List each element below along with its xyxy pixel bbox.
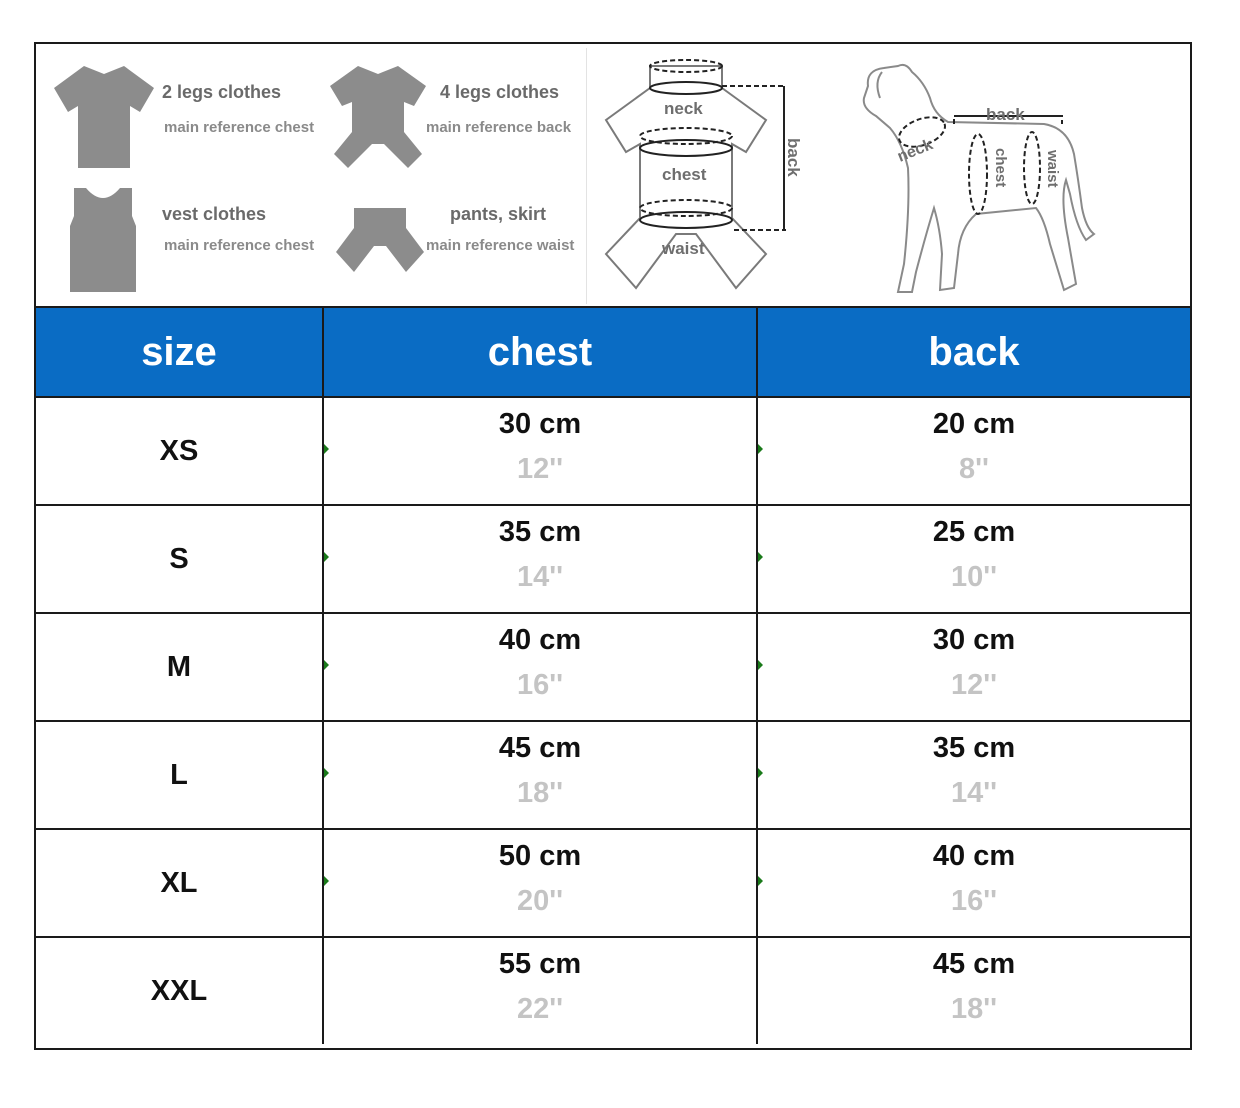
chest-cell xyxy=(323,829,757,937)
chest-cell xyxy=(323,937,757,1044)
chest-inch: 20'' xyxy=(516,885,564,917)
chest-inch: 18'' xyxy=(516,777,564,809)
chest-cell xyxy=(323,505,757,613)
size-cell: M xyxy=(36,613,323,721)
chest-cm: 35 cm xyxy=(498,516,582,548)
chest-inch: 14'' xyxy=(516,561,564,593)
chest-inch: 16'' xyxy=(516,669,564,701)
back-cm: 30 cm xyxy=(932,624,1016,656)
chest-cell xyxy=(323,397,757,505)
dog-back-label: back xyxy=(986,105,1025,124)
ref-title-4-legs: 4 legs clothes xyxy=(440,82,560,102)
garment-neck-label: neck xyxy=(664,99,703,118)
back-cm: 35 cm xyxy=(932,732,1016,764)
table-row xyxy=(36,721,1190,829)
back-cm: 45 cm xyxy=(932,948,1016,980)
ref-sub-pants: main reference waist xyxy=(426,237,575,254)
size-cell: XL xyxy=(36,829,323,937)
reference-banner xyxy=(36,44,1190,308)
table-row xyxy=(36,937,1190,1044)
dog-waist-label: waist xyxy=(1044,150,1061,188)
ref-sub-vest: main reference chest xyxy=(164,237,315,254)
ref-sub-4-legs: main reference back xyxy=(426,119,572,136)
back-inch: 16'' xyxy=(950,885,998,917)
header-chest: chest xyxy=(323,308,757,397)
back-cell xyxy=(757,397,1190,505)
dog-measure-diagram xyxy=(854,58,1104,296)
size-cell: L xyxy=(36,721,323,829)
chest-cell xyxy=(323,721,757,829)
back-cell xyxy=(757,721,1190,829)
chest-cm: 55 cm xyxy=(498,948,582,980)
table-row xyxy=(36,829,1190,937)
vest-icon xyxy=(68,186,138,294)
back-cm: 25 cm xyxy=(932,516,1016,548)
back-inch: 8'' xyxy=(959,453,989,485)
banner-divider xyxy=(586,48,587,304)
ref-title-pants: pants, skirt xyxy=(450,204,547,224)
pants-icon xyxy=(334,206,426,274)
back-inch: 14'' xyxy=(950,777,998,809)
garment-measure-diagram xyxy=(596,58,806,294)
chest-cm: 30 cm xyxy=(498,408,582,440)
back-cell xyxy=(757,613,1190,721)
back-cm: 20 cm xyxy=(932,408,1016,440)
dog-chest-label: chest xyxy=(992,148,1009,188)
table-row xyxy=(36,397,1190,505)
table-header-row xyxy=(36,308,1190,397)
size-cell: S xyxy=(36,505,323,613)
table-row xyxy=(36,505,1190,613)
back-cell xyxy=(757,829,1190,937)
dog-neck-label: neck xyxy=(895,136,936,166)
size-chart xyxy=(34,42,1192,1050)
chest-cm: 45 cm xyxy=(498,732,582,764)
jumpsuit-icon xyxy=(328,62,428,170)
chest-cell xyxy=(323,613,757,721)
garment-waist-label: waist xyxy=(662,239,705,258)
back-cell xyxy=(757,937,1190,1044)
ref-title-vest: vest clothes xyxy=(162,204,267,224)
size-cell: XS xyxy=(36,397,323,505)
header-size: size xyxy=(36,308,323,397)
chest-inch: 22'' xyxy=(516,993,564,1025)
garment-chest-label: chest xyxy=(662,165,707,184)
back-cm: 40 cm xyxy=(932,840,1016,872)
tshirt-icon xyxy=(50,62,158,172)
size-table xyxy=(36,308,1190,1044)
table-row xyxy=(36,613,1190,721)
size-cell: XXL xyxy=(36,937,323,1044)
back-cell xyxy=(757,505,1190,613)
ref-title-2-legs: 2 legs clothes xyxy=(162,82,282,102)
chest-cm: 50 cm xyxy=(498,840,582,872)
garment-back-label: back xyxy=(784,138,803,177)
back-inch: 10'' xyxy=(950,561,998,593)
chest-inch: 12'' xyxy=(516,453,564,485)
back-inch: 12'' xyxy=(950,669,998,701)
back-inch: 18'' xyxy=(950,993,998,1025)
header-back: back xyxy=(757,308,1190,397)
chest-cm: 40 cm xyxy=(498,624,582,656)
ref-sub-2-legs: main reference chest xyxy=(164,119,315,136)
